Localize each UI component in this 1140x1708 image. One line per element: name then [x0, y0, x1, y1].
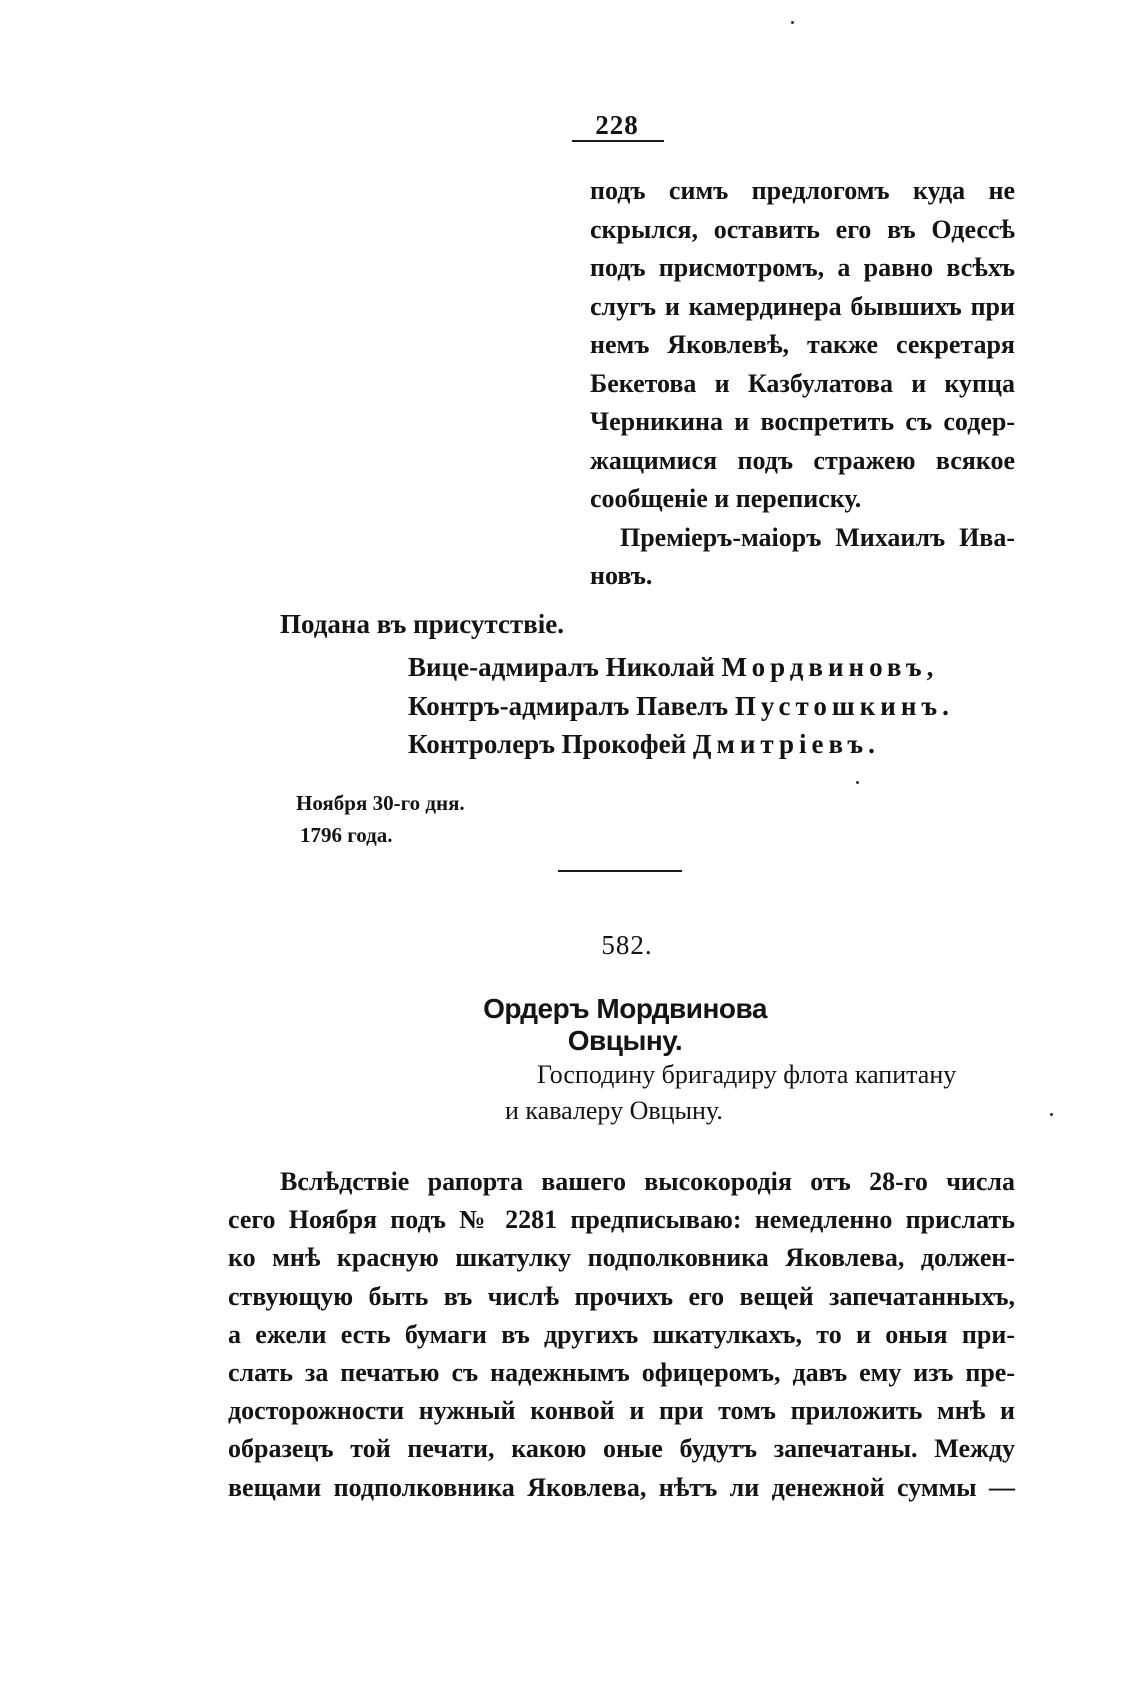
body-line: Вслѣдствіе рапорта вашего высокородія отъ 28-го числа	[280, 1167, 1015, 1196]
report-signature: новъ.	[590, 561, 653, 590]
page-number-rule	[572, 140, 664, 142]
report-line: скрылся, оставить его въ Одессѣ	[590, 214, 1015, 244]
body-line: вещами подполковника Яковлева, нѣтъ ли денежной суммы —	[228, 1472, 1015, 1502]
body-line: досторожности нужный конвой и при томъ приложить мнѣ и	[228, 1396, 1015, 1426]
addressee-line: и кавалеру Овцыну.	[505, 1096, 723, 1125]
report-continuation	[590, 172, 1015, 596]
signer-rank: Контролеръ Прокофей	[408, 729, 687, 759]
body-line: а ежели есть бумаги въ другихъ шкатулкахъ, то и оныя при-	[228, 1319, 1015, 1349]
page-number: 228	[595, 110, 639, 140]
year-line: 1796 года.	[300, 823, 393, 847]
body-line: сего Ноября подъ № 2281 предписываю: немедленно прислать	[228, 1205, 1015, 1235]
speck-mark	[1050, 1113, 1053, 1116]
document-number: 582.	[601, 930, 653, 960]
report-signature: Премiеръ-маiоръ Михаилъ Ива-	[620, 522, 1015, 552]
report-line: Черникина и воспретить съ содер-	[590, 407, 1015, 436]
speck-mark	[856, 781, 859, 784]
submission-note: Подана въ присутствіе.	[280, 609, 565, 639]
order-body	[228, 1163, 1015, 1507]
body-line: слать за печатью съ надежнымъ офицеромъ, давъ ему изъ пре-	[228, 1358, 1015, 1388]
report-line: жащимися подъ стражею всякое	[590, 445, 1015, 475]
signers-list	[408, 648, 954, 764]
signer-surname: Мордвиновъ,	[721, 652, 939, 682]
report-line: подъ симъ предлогомъ куда не	[590, 176, 1015, 205]
date-line: Ноября 30-го дня.	[296, 791, 465, 815]
body-line: образецъ той печати, какою оные будутъ запечатаны. Между	[228, 1434, 1015, 1464]
signer-line	[408, 687, 954, 726]
signer-rank: Контръ-адмиралъ Павелъ	[408, 690, 729, 721]
signer-line	[408, 725, 954, 764]
signer-surname: Пустошкинъ.	[734, 690, 954, 721]
document-title: Ордеръ Мордвинова Овцыну.	[483, 993, 767, 1056]
report-line: Бекетова и Казбулатова и купца	[590, 368, 1015, 398]
body-line: ствующую быть въ числѣ прочихъ его вещей запечатанныхъ,	[228, 1281, 1015, 1311]
report-line: подъ присмотромъ, а равно всѣхъ	[590, 253, 1015, 282]
addressee-line: Господину бригадиру флота капитану	[537, 1060, 957, 1089]
speck-mark	[791, 21, 794, 24]
signer-line	[408, 648, 954, 687]
section-divider	[558, 870, 682, 872]
addressee	[505, 1057, 956, 1129]
report-line: немъ Яковлевѣ, также секретаря	[590, 330, 1015, 359]
signer-surname: Дмитріевъ.	[692, 729, 880, 759]
submission-date	[296, 787, 465, 851]
report-line: сообщеніе и переписку.	[590, 484, 862, 513]
signer-rank: Вице-адмиралъ Николай	[408, 652, 715, 682]
body-line: ко мнѣ красную шкатулку подполковника Яковлева, должен-	[228, 1243, 1015, 1273]
report-line: слугъ и камердинера бывшихъ при	[590, 291, 1015, 321]
